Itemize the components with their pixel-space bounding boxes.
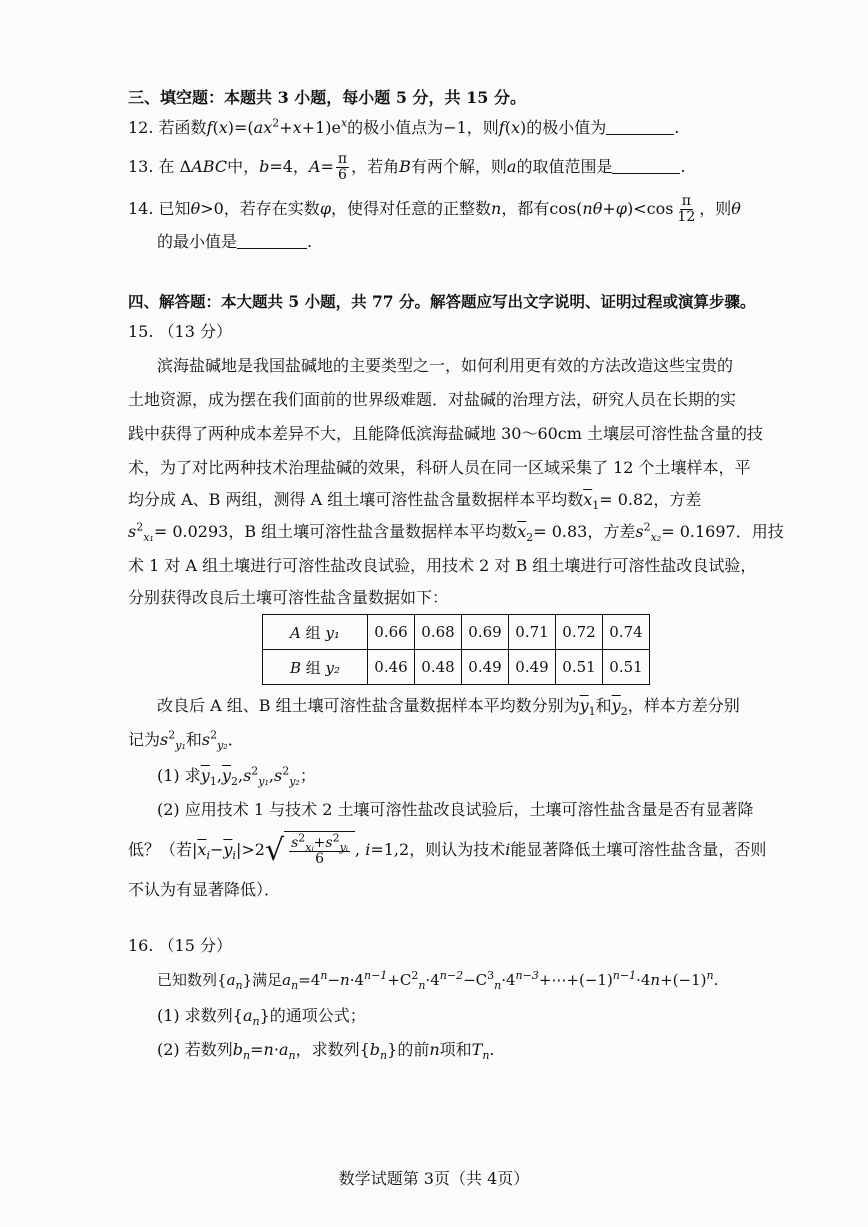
question-14-cont bbox=[157, 230, 312, 254]
page-footer: 数学试题第 3页（共 4页） bbox=[338, 1169, 530, 1188]
q15-text-10b: 和 bbox=[185, 730, 202, 749]
q12-end: . bbox=[674, 118, 680, 137]
q13-end: . bbox=[680, 157, 686, 176]
table-cell: 0.68 bbox=[415, 615, 462, 650]
q15-paragraph-line-5: 均分成 A、B 两组，测得 A 组土壤可溶性盐含量数据样本平均数$\overline{x}_1= 0.82$，方差 bbox=[128, 490, 702, 513]
q13-text-1: 在 bbox=[158, 157, 175, 176]
q13-text-2: 中， bbox=[227, 157, 260, 176]
q16-number: 16. bbox=[128, 936, 154, 955]
q16-subquestion-1: (1) 求数列$\{a_n\}$的通项公式； bbox=[157, 1006, 366, 1029]
row-b-header bbox=[263, 650, 368, 685]
row-a-var: y₁ bbox=[325, 623, 340, 642]
q14-answer-blank[interactable] bbox=[237, 232, 307, 249]
row-b-var: y₂ bbox=[325, 658, 341, 677]
q12-text-1: 若函数 bbox=[158, 118, 207, 137]
q15-paragraph-line-3: 践中获得了两种成本差异不大，且能降低滨海盐碱地 30～60cm 土壤层可溶性盐含量的技 bbox=[128, 424, 764, 443]
table-cell: 0.74 bbox=[603, 615, 650, 650]
table-cell: 0.72 bbox=[556, 615, 603, 650]
q15-s2-value: = 0.1697 bbox=[661, 522, 736, 541]
table-row-b bbox=[263, 650, 650, 685]
table-cell: 0.48 bbox=[415, 650, 462, 685]
q15-x1-value: = 0.82 bbox=[599, 490, 654, 509]
section-3-heading: 三、填空题：本题共 3 小题，每小题 5 分，共 15 分。 bbox=[128, 88, 526, 107]
q15-text-12c: 能显著降低土壤可溶性盐含量，否则 bbox=[510, 840, 767, 859]
row-b-group: 组 bbox=[305, 658, 321, 677]
q13-text-6: 的取值范围是 bbox=[516, 157, 613, 176]
q15-text-10a: 记为 bbox=[128, 730, 161, 749]
q15-text-6a: ，B 组土壤可溶性盐含量数据样本平均数 bbox=[228, 522, 518, 541]
question-16-header bbox=[128, 934, 232, 958]
q15-text-12a: 低？（若 bbox=[128, 840, 193, 859]
q15-x2-value: = 0.83 bbox=[533, 522, 588, 541]
q13-number: 13. bbox=[128, 157, 154, 176]
q14-text-3: ，使得对任意的正整数 bbox=[331, 199, 492, 218]
q12-text-4: 的极小值为 bbox=[526, 118, 607, 137]
q15-paragraph-line-6: $s^2_{x_1}= 0.0293$，B 组土壤可溶性盐含量数据样本平均数$\overline{x}_2= 0.83$，方差$s^2_{x_2}= 0.1697$．用技 bbox=[128, 520, 784, 545]
q15-subquestion-2 bbox=[157, 798, 753, 822]
q15-paragraph-line-12: 低？（若$|\overline{x}_i-\overline{y}_i|>2$ √ $\frac{s^2_{xᵢ}+s^2_{yᵢ}}{6}$ , i=1,2，则认为技术i能显著降低土壤可溶性盐含量，否则 bbox=[128, 830, 766, 871]
q15-number: 15. bbox=[128, 322, 154, 341]
q14-text-2: ，若存在实数 bbox=[223, 199, 320, 218]
sqrt-expression: √ $\frac{s^2_{xᵢ}+s^2_{yᵢ}}{6}$ bbox=[265, 831, 355, 871]
table-cell: 0.46 bbox=[368, 650, 415, 685]
soil-salt-data-table bbox=[262, 614, 650, 685]
q16-text-1: 已知数列 bbox=[157, 971, 218, 989]
q15-text-12b: ，则认为技术 bbox=[409, 840, 506, 859]
q15-sub1-text: 求 bbox=[184, 766, 201, 785]
q14-text-6: 的最小值是 bbox=[157, 232, 238, 251]
q15-text-6c: ．用技 bbox=[735, 522, 784, 541]
q15-text-9c: ，样本方差分别 bbox=[627, 696, 740, 715]
q15-paragraph-line-8: 分别获得改良后土壤可溶性盐含量数据如下： bbox=[128, 588, 449, 607]
q16-sub1-text-2: 的通项公式； bbox=[269, 1006, 366, 1025]
q16-statement: 已知数列$\{a_n\}$满足$a_n=4^n-n\cdot 4^{n-1}+C^2_n\cdot 4^{n-2}-C^3_n\cdot 4^{n-3}+\cdots+(-1)^{n-1}\cdot 4n+(-1)^n$. bbox=[157, 969, 719, 992]
q15-sub1-end: ； bbox=[299, 766, 316, 785]
question-14: 14. 已知θ>0，若存在实数φ，使得对任意的正整数n，都有cos(nθ+φ)<cos $\frac{\pi}{12}$ ，则θ bbox=[128, 193, 741, 225]
q15-paragraph-line-9: 改良后 A 组、B 组土壤可溶性盐含量数据样本平均数分别为$\overline{y}_1$和$\overline{y}_2$，样本方差分别 bbox=[157, 696, 740, 719]
q12-text-3: ，则 bbox=[466, 118, 499, 137]
q16-sub2-text-4: 项和 bbox=[439, 1040, 472, 1059]
q16-sub2-label: (2) bbox=[157, 1040, 180, 1059]
q16-end: . bbox=[713, 971, 719, 989]
q15-sub2-text: 应用技术 1 与技术 2 土壤可溶性盐改良试验后，土壤可溶性盐含量是否有显著降 bbox=[184, 800, 754, 819]
table-cell: 0.66 bbox=[368, 615, 415, 650]
q15-paragraph-line-10: 记为$s^2_{y_1}$和$s^2_{y_2}$． bbox=[128, 728, 244, 753]
table-cell: 0.69 bbox=[462, 615, 509, 650]
q12-answer-blank[interactable] bbox=[606, 118, 674, 135]
row-a-label: A bbox=[290, 623, 301, 642]
q14-number: 14. bbox=[128, 199, 154, 218]
q16-subquestion-2: (2) 若数列$b_n=n\cdot a_n$，求数列$\{b_n\}$的前n项和$T_n$. bbox=[157, 1040, 495, 1063]
q16-sub1-text: 求数列 bbox=[184, 1006, 233, 1025]
table-cell: 0.51 bbox=[556, 650, 603, 685]
q16-sub1-label: (1) bbox=[157, 1006, 180, 1025]
q14-text-1: 已知 bbox=[158, 199, 191, 218]
q16-sub2-text-2: ，求数列 bbox=[295, 1040, 360, 1059]
q13-answer-blank[interactable] bbox=[612, 157, 680, 174]
table-cell: 0.51 bbox=[603, 650, 650, 685]
q15-text-5a: 均分成 A、B 两组，测得 A 组土壤可溶性盐含量数据样本平均数 bbox=[128, 490, 584, 509]
q14-end: . bbox=[307, 232, 313, 251]
q12-value: −1 bbox=[443, 118, 467, 137]
table-cell: 0.49 bbox=[462, 650, 509, 685]
q15-paragraph-line-13: 不认为有显著降低）． bbox=[128, 880, 281, 899]
q15-text-9a: 改良后 A 组、B 组土壤可溶性盐含量数据样本平均数分别为 bbox=[157, 696, 580, 715]
q15-subquestion-1: (1) 求$\overline{y}_1,\overline{y}_2,s^2_{y_1},s^2_{y_2}$； bbox=[157, 764, 316, 789]
question-12: 12. 若函数$f(x)=(ax^2+x+1)e^x$的极小值点为−1，则f(x)的极小值为 . bbox=[128, 116, 680, 137]
q15-paragraph-line-1: 滨海盐碱地是我国盐碱地的主要类型之一，如何利用更有效的方法改造这些宝贵的 bbox=[157, 356, 734, 375]
q12-number: 12. bbox=[128, 118, 154, 137]
table-cell: 0.71 bbox=[509, 615, 556, 650]
q15-text-5b: ，方差 bbox=[653, 490, 702, 509]
q15-sub2-label: (2) bbox=[157, 800, 180, 819]
q15-paragraph-line-7: 术 1 对 A 组土壤进行可溶性盐改良试验，用技术 2 对 B 组土壤进行可溶性盐改良试验， bbox=[128, 556, 757, 575]
q16-sub2-text: 若数列 bbox=[184, 1040, 233, 1059]
q15-paragraph-line-2: 土地资源，成为摆在我们面前的世界级难题．对盐碱的治理方法，研究人员在长期的实 bbox=[128, 390, 737, 409]
q15-sub1-label: (1) bbox=[157, 766, 180, 785]
q15-s1-value: = 0.0293 bbox=[153, 522, 229, 541]
q16-score: （15 分） bbox=[158, 936, 232, 955]
q15-text-9b: 和 bbox=[595, 696, 612, 715]
q15-text-6b: ，方差 bbox=[587, 522, 636, 541]
question-15-header bbox=[128, 320, 232, 344]
q14-text-5: ，则 bbox=[699, 199, 732, 218]
section-4-heading: 四、解答题：本大题共 5 小题，共 77 分。解答题应写出文字说明、证明过程或演算步骤。 bbox=[128, 292, 756, 311]
q13-text-4: ，若角 bbox=[351, 157, 400, 176]
q13-text-3: ， bbox=[292, 157, 309, 176]
q16-sub2-text-3: 的前 bbox=[397, 1040, 430, 1059]
row-b-label: B bbox=[289, 658, 301, 677]
table-row-a bbox=[263, 615, 650, 650]
question-13: 13. 在 ΔABC中，b=4，A= $\frac{\pi}{6}$ ，若角B有两个解，则a的取值范围是 . bbox=[128, 151, 686, 183]
q16-sub2-end: . bbox=[489, 1040, 495, 1059]
q15-score: （13 分） bbox=[158, 322, 232, 341]
q15-paragraph-line-4: 术，为了对比两种技术治理盐碱的效果，科研人员在同一区域采集了 12 个土壤样本，平 bbox=[128, 458, 751, 477]
q12-text-2: 的极小值点为 bbox=[347, 118, 444, 137]
q13-text-5: 有两个解，则 bbox=[410, 157, 507, 176]
row-a-header bbox=[263, 615, 368, 650]
q15-text-10c: ． bbox=[227, 730, 244, 749]
q14-text-4: ，都有 bbox=[501, 199, 550, 218]
table-cell: 0.49 bbox=[509, 650, 556, 685]
q16-text-2: 满足 bbox=[252, 971, 283, 989]
row-a-group: 组 bbox=[305, 623, 321, 642]
